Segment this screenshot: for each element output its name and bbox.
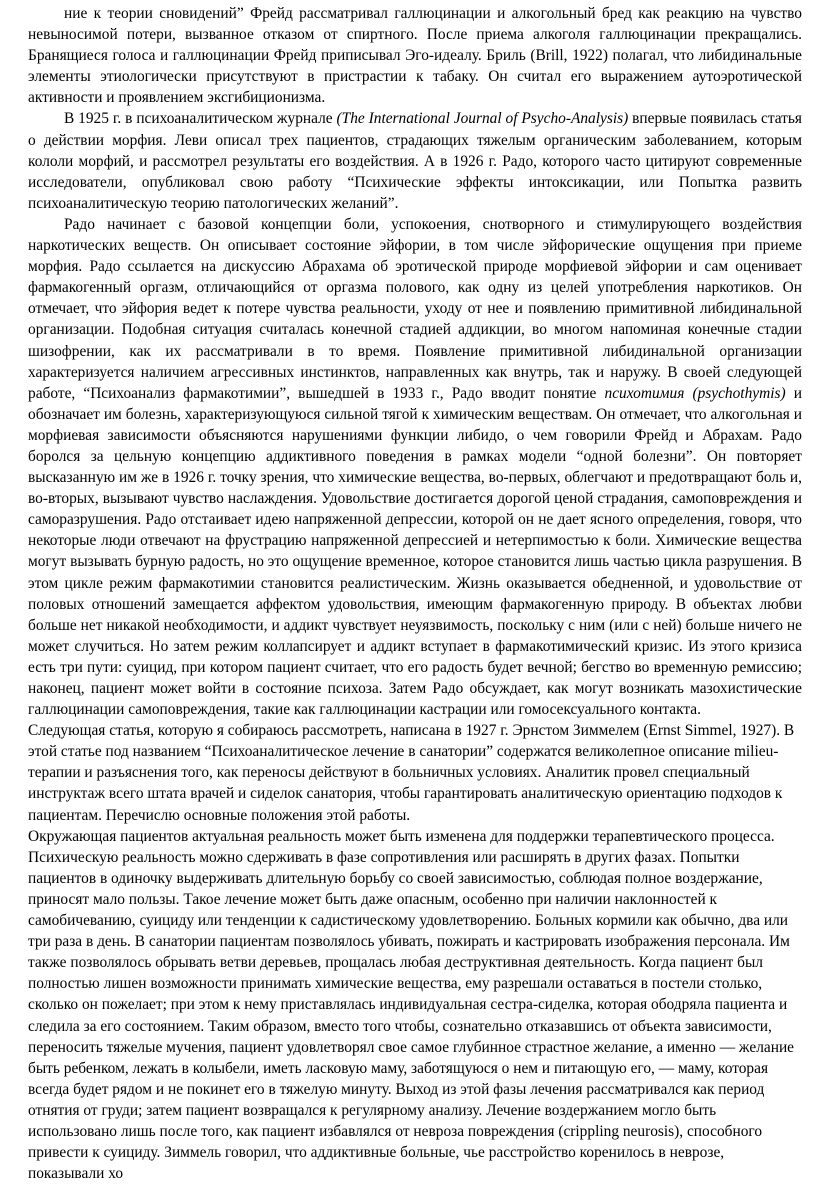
paragraph-simmel-article: Следующая статья, которую я собираюсь рассмотреть, написана в 1927 г. Эрнстом Зиммелем (Ernst Simmel, 1927). В этой статье под названием “Психоаналитическое лечение в санатории” содержатся великолепное описание milieu-терапии и разъяснения того, как переносы действуют в больничных условиях. Аналитик провел специальный инструктаж всего штата врачей и сиделок санатория, чтобы гарантировать аналитическую ориентацию подходов к пациентам. Перечислю основные положения этой работы. xyxy=(28,722,795,824)
paragraph-morphine-body: впервые появилась статья о действии морфия. Леви описал трех пациентов, страдающих тяжелым органическим заболеванием, которым кололи морфий, и рассмотрел результаты его воздействия. А в 1926 г. Радо, которого часто цитируют современные исследователи, опубликовал свою работу “Психические эффекты интоксикации, или Попытка развить психоаналитическую теорию патологических желаний”. xyxy=(28,110,802,212)
paragraph-sanatorium-treatment: Окружающая пациентов актуальная реальность может быть изменена для поддержки терапевтического процесса. Психическую реальность можно сдерживать в фазе сопротивления или расширять в других фазах. Попытки пациентов в одиночку выдерживать длительную борьбу со своей зависимостью, соблюдая полное воздержание, приносят мало пользы. Такое лечение может быть даже опасным, особенно при наличии наклонностей к самобичеванию, суициду или тенденции к садистическому удовлетворению. Больных кормили как обычно, два или три раза в день. В санатории пациентам позволялось убивать, пожирать и кастрировать изображения персонала. Им также позволялось обрывать ветви деревьев, прощалась любая деструктивная деятельность. Когда пациент был полностью лишен возможности принимать химические вещества, ему разрешали оставаться в постели столько, сколько он пожелает; при этом к нему приставлялась индивидуальная сестра-сиделка, которая ободряла пациента и следила за его состоянием. Таким образом, вместо того чтобы, сознательно отказавшись от объекта зависимости, переносить тяжелые мучения, пациент удовлетворял свое самое глубинное страстное желание, а именно — желание быть ребенком, лежать в колыбели, иметь ласковую маму, заботящуюся о нем и питающую его, — маму, которая всегда будет рядом и не покинет его в тяжелую минуту. Выход из этой фазы лечения рассматривался как период отнятия от груди; затем пациент возвращался к регулярному анализу. Лечение воздержанием могло быть использовано лишь после того, как пациент избавлялся от невроза повреждения (crippling neurosis), способного привести к суициду. Зиммель говорил, что аддиктивные больные, чье расстройство коренилось в неврозе, показывали хо xyxy=(28,827,795,1183)
journal-title: (The International Journal of Psycho-Analysis) xyxy=(336,110,629,128)
justified-section xyxy=(28,3,802,720)
paragraph-rado-part-b: и обозначает им болезнь, характеризующуюся сильной тягой к химическим веществам. Он отмечает, что алкогольная и морфиевая зависимости объясняются нарушениями функции либидо, о чем говорили Фрейд и Абрахам. Радо боролся за цельную концепцию аддиктивного поведения в рамках модели “одной болезни”. Он повторяет высказанную им же в 1926 г. точку зрения, что химические вещества, во-первых, облегчают и предотвращают боль и, во-вторых, вызывают чувство наслаждения. Удовольствие достигается дорогой ценой страдания, самоповреждения и саморазрушения. Радо отстаивает идею напряженной депрессии, которой он не дает ясного определения, говоря, что некоторые люди отвечают на фрустрацию напряженной депрессией и нетерпимостью к боли. Химические вещества могут вызывать бурную радость, но это ощущение временное, которое становится лишь частью цикла разрушения. В этом цикле режим фармакотимии становится реалистическим. Жизнь оказывается обедненной, и удовольствие от половых отношений замещается аффектом удовольствия, имеющим фармакогенную природу. В объектах любви больше нет никакой необходимости, и аддикт чувствует неуязвимость, поскольку с ним (или с ней) больше ничего не может случиться. Но затем режим коллапсирует и аддикт вступает в фармакотимический кризис. Из этого кризиса есть три пути: суицид, при котором пациент считает, что его радость будет вечной; бегство во временную ремиссию; наконец, пациент может войти в состояние психоза. Затем Радо обсуждает, как могут возникать мазохистические галлюцинации самоповреждения, такие как галлюцинации кастрации или гомосексуального контакта. xyxy=(28,384,802,719)
plain-section xyxy=(28,720,802,1184)
paragraph-rado-part-a: Радо начинает с базовой концепции боли, успокоения, снотворного и стимулирующего воздействия наркотических веществ. Он описывает состояние эйфории, в том числе эйфорические ощущения при приеме морфия. Радо ссылается на дискуссию Абрахама об эротической природе морфиевой эйфории и сам оценивает фармакогенный оргазм, отличающийся от оргазма полового, как одну из целей употребления наркотиков. Он отмечает, что эйфория ведет к потере чувства реальности, уходу от нее и появлению примитивной либидинальной организации. Подобная ситуация считалась конечной стадией аддикции, во многом напоминая конечные стадии шизофрении, как их рассматривали в то время. Появление примитивной либидинальной организации характеризуется наличием агрессивных инстинктов, направленных как внутрь, так и наружу. В своей следующей работе, “Психоанализ фармакотимии”, вышедшей в 1933 г., Радо вводит понятие xyxy=(28,215,802,402)
paragraph-morphine-1925 xyxy=(28,108,802,213)
paragraph-freud-hallucinations: ние к теории сновидений” Фрейд рассматривал галлюцинации и алкогольный бред как реакцию на чувство невыносимой потери, вызванное отказом от спиртного. После приема алкоголя галлюцинации прекращались. Бранящиеся голоса и галлюцинации Фрейд приписывал Эго-идеалу. Бриль (Brill, 1922) полагал, что либидинальные элементы этиологически присутствуют в пристрастии к табаку. Он считал его выражением аутоэротической активности и проявлением эксгибиционизма. xyxy=(28,5,802,107)
paragraph-rado xyxy=(28,214,802,720)
term-psychothymia: психотимия (psychothymis) xyxy=(604,384,786,402)
paragraph-morphine-intro: В 1925 г. в психоаналитическом журнале xyxy=(64,110,333,128)
